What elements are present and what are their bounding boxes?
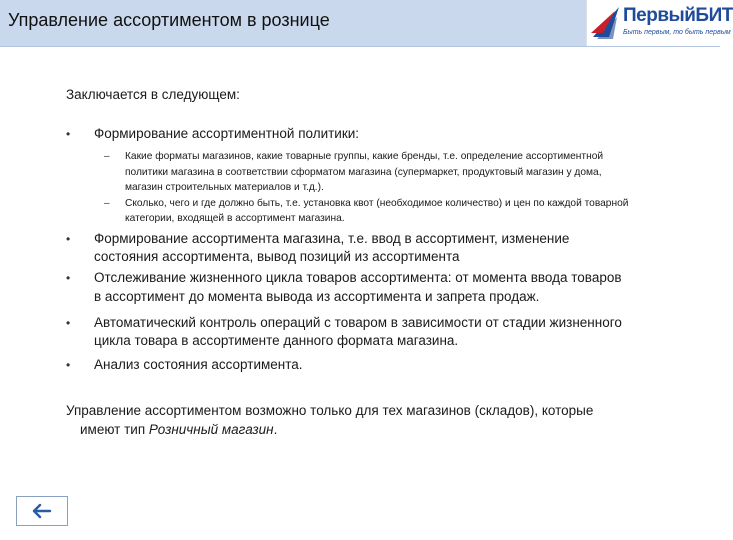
bullet-auto-control-line2: цикла товара в ассортименте данного формата магазина. bbox=[94, 333, 459, 348]
bullet-marker: • bbox=[66, 127, 71, 141]
back-button[interactable] bbox=[16, 496, 68, 526]
footer-note-line1: Управление ассортиментом возможно только для тех магазинов (складов), которые bbox=[66, 403, 594, 418]
logo-tagline: Быть первым, то быть первым bbox=[623, 29, 731, 36]
sub-item-quotas-line2: категории, входящей в ассортимент магазина. bbox=[125, 213, 345, 224]
footer-note-line2 bbox=[80, 420, 277, 440]
bullet-marker: • bbox=[66, 358, 71, 372]
bullet-marker: • bbox=[66, 316, 71, 330]
bullet-marker: • bbox=[66, 271, 71, 285]
footer-note-prefix: имеют тип bbox=[80, 422, 149, 437]
bullet-analysis: Анализ состояния ассортимента. bbox=[94, 357, 303, 372]
sub-item-formats-line1: Какие форматы магазинов, какие товарные группы, какие бренды, т.е. определение ассортиментной bbox=[125, 151, 604, 162]
footer-note-store-type: Розничный магазин bbox=[148, 422, 274, 437]
sub-item-quotas-line1: Сколько, чего и где должно быть, т.е. установка квот (необходимое количество) и цен по каждой товарной bbox=[125, 198, 629, 209]
dash-marker: – bbox=[104, 198, 110, 209]
footer-note-suffix: . bbox=[273, 422, 278, 437]
bullet-assortment-policy: Формирование ассортиментной политики: bbox=[94, 126, 360, 141]
dash-marker: – bbox=[104, 151, 110, 162]
intro-text: Заключается в следующем: bbox=[66, 87, 240, 102]
arrow-left-icon bbox=[17, 497, 67, 525]
bullet-lifecycle-line1: Отслеживание жизненного цикла товаров ассортимента: от момента ввода товаров bbox=[94, 270, 622, 285]
bullet-marker: • bbox=[66, 232, 71, 246]
sub-item-formats-line2: политики магазина в соответствии сформатом магазина (супермаркет, продуктовый магазин у дома, bbox=[125, 167, 602, 178]
bullet-store-assortment-line2: состояния ассортимента, вывод позиций из ассортимента bbox=[94, 249, 460, 264]
bullet-lifecycle-line2: в ассортимент до момента вывода из ассортимента и запрета продаж. bbox=[94, 289, 540, 304]
bullet-store-assortment-line1: Формирование ассортимента магазина, т.е. ввод в ассортимент, изменение bbox=[94, 231, 570, 246]
page-title: Управление ассортиментом в рознице bbox=[8, 10, 330, 30]
sub-item-formats-line3: магазин строительных материалов и т.д.). bbox=[125, 182, 324, 193]
logo-name: ПервыйБИТ bbox=[623, 5, 733, 26]
bullet-auto-control-line1: Автоматический контроль операций с товаром в зависимости от стадии жизненного bbox=[94, 315, 622, 330]
